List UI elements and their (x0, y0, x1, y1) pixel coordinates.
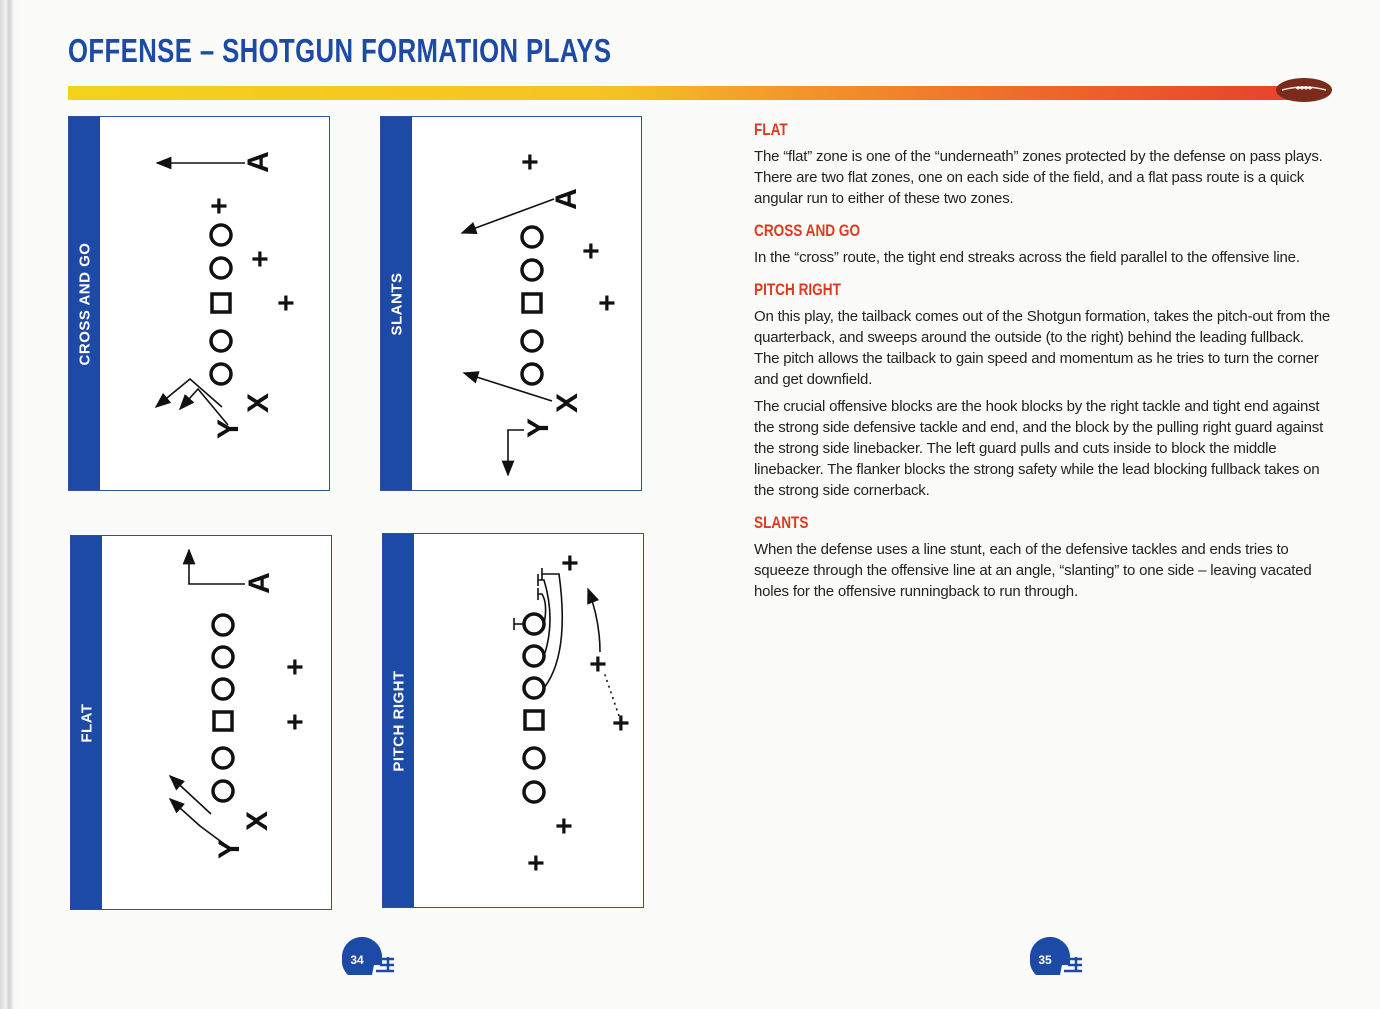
offense-plus: + (604, 714, 638, 732)
section-text-cross-and-go: In the “cross” route, the tight end streaks across the field parallel to the offensive line. (754, 249, 1300, 266)
title-stripe (68, 86, 1298, 100)
section-text-flat: The “flat” zone is one of the “underneath” zones protected by the defense on pass plays. There are two flat zones, one on each side of the field, and a flat pass route is a quick angular run to either of these two zones. (754, 148, 1323, 207)
defense-plus: + (547, 817, 581, 835)
defense-plus: + (269, 294, 303, 312)
page-number: 34 (350, 953, 364, 967)
page-number-right (1026, 935, 1086, 979)
offense-plus: + (581, 655, 615, 673)
page-title: OFFENSE – SHOTGUN FORMATION PLAYS (68, 32, 612, 69)
play-diagram-flat (70, 535, 332, 910)
play-label: SLANTS (388, 272, 405, 335)
section-text-pitch-right-blocks: The crucial offensive blocks are the hook blocks by the right tackle and tight end against the strong side defensive tackle and end, and the block by the pulling right guard against the strong side linebacker. The left guard pulls and cuts inside to block the middle linebacker. The flanker blocks the strong safety while the lead blocking fullback takes on the strong side cornerback. (754, 398, 1324, 499)
defense-plus: + (590, 294, 624, 312)
play-descriptions (754, 120, 1332, 614)
play-field (414, 534, 642, 906)
play-label-band (69, 117, 100, 490)
receiver-y: Y (521, 417, 555, 439)
play-label: PITCH RIGHT (390, 669, 407, 772)
play-field (102, 536, 330, 908)
play-label: FLAT (78, 702, 95, 743)
play-label-band (383, 534, 414, 907)
play-field (100, 117, 328, 489)
section-heading-cross-and-go: CROSS AND GO (754, 221, 861, 240)
receiver-y: Y (211, 418, 245, 440)
play-diagram-cross-and-go (68, 116, 330, 491)
defense-plus: + (553, 554, 587, 572)
page-number-left (338, 935, 398, 979)
defense-plus: + (574, 242, 608, 260)
play-label-band (71, 536, 102, 909)
receiver-a: A (242, 572, 276, 594)
receiver-y: Y (212, 838, 246, 860)
football-icon (1274, 76, 1334, 104)
receiver-a: A (549, 188, 583, 210)
play-label-band (381, 117, 412, 490)
play-diagram-pitch-right (382, 533, 644, 908)
receiver-x: X (240, 810, 274, 832)
defense-plus: + (519, 854, 553, 872)
play-diagram-slants (380, 116, 642, 491)
section-heading-pitch-right: PITCH RIGHT (754, 280, 841, 299)
defense-plus: + (278, 658, 312, 676)
defense-plus: + (243, 250, 277, 268)
section-heading-slants: SLANTS (754, 513, 809, 532)
receiver-x: X (241, 392, 275, 414)
section-heading-flat: FLAT (754, 120, 788, 139)
page-number: 35 (1038, 953, 1052, 967)
defense-plus: + (278, 713, 312, 731)
receiver-a: A (241, 151, 275, 173)
play-field (412, 117, 640, 489)
book-spine (0, 0, 22, 1009)
receiver-x: X (550, 392, 584, 414)
section-text-pitch-right: On this play, the tailback comes out of the Shotgun formation, takes the pitch-out from the quarterback, and sweeps around the outside (to the right) behind the leading fullback. The pitch allows the tailback to gain speed and momentum as he tries to turn the corner and get downfield. (754, 308, 1331, 388)
play-label: CROSS AND GO (76, 242, 93, 365)
offense-plus: + (202, 197, 236, 215)
section-text-slants: When the defense uses a line stunt, each of the defensive tackles and ends tries to squeeze through the offensive line at an angle, “slanting” to one side – leaving vacated holes for the offensive runningback to run through. (754, 541, 1312, 600)
defense-plus: + (513, 153, 547, 171)
